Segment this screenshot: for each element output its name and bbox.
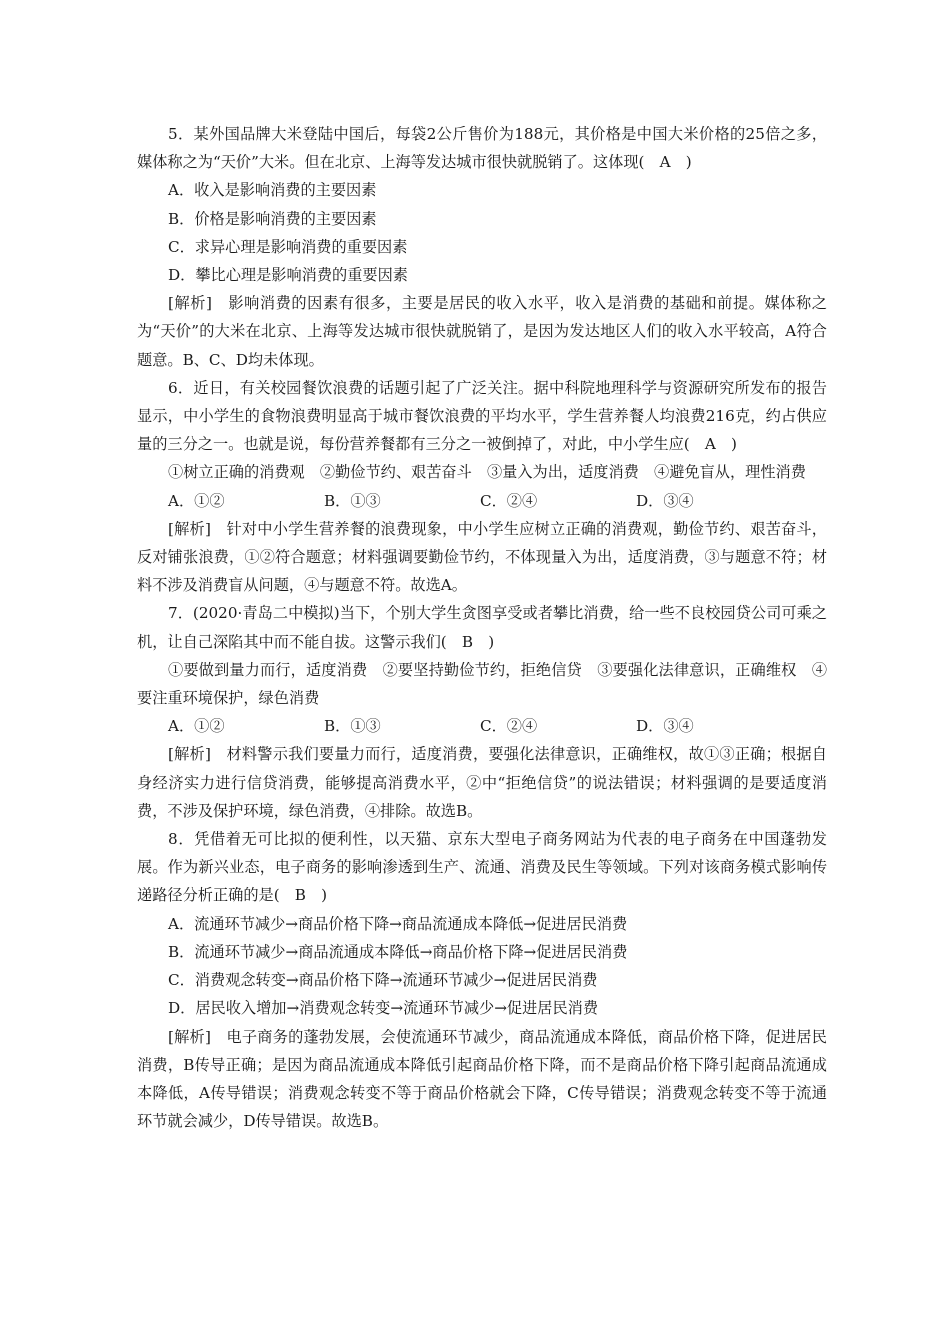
question-stem: 5．某外国品牌大米登陆中国后，每袋2公斤售价为188元，其价格是中国大米价格的25倍之多，媒体称之为“天价”大米。但在北京、上海等发达城市很快就脱销了。这体现( A )	[137, 125, 827, 172]
option-a: A．流通环节减少→商品价格下降→商品流通成本降低→促进居民消费	[168, 914, 628, 933]
option-d: D．居民收入增加→消费观念转变→流通环节减少→促进居民消费	[168, 999, 599, 1018]
question-stem: 6．近日，有关校园餐饮浪费的话题引起了广泛关注。据中科院地理科学与资源研究所发布的报告显示，中小学生的食物浪费明显高于城市餐饮浪费的平均水平，学生营养餐人均浪费216克，约占供应量的三分之一。也就是说，每份营养餐都有三分之一被倒掉了，对此，中小学生应( A )	[137, 378, 827, 454]
option-a: A．收入是影响消费的主要因素	[168, 181, 377, 200]
option-b: B．价格是影响消费的主要因素	[168, 209, 377, 228]
option-c: C．求异心理是影响消费的重要因素	[168, 237, 408, 256]
option-b: B．①③	[324, 491, 381, 510]
statement-list: ①树立正确的消费观 ②勤俭节约、艰苦奋斗 ③量入为出，适度消费 ④避免盲从，理性消费	[168, 463, 806, 482]
option-b: B．①③	[324, 717, 381, 736]
document-body	[137, 120, 827, 1135]
option-d: D．③④	[636, 717, 694, 736]
question-6	[137, 374, 827, 600]
option-row	[137, 712, 827, 740]
option-d: D．攀比心理是影响消费的重要因素	[168, 266, 408, 285]
option-b: B．流通环节减少→商品流通成本降低→商品价格下降→促进居民消费	[168, 942, 628, 961]
question-stem: 8．凭借着无可比拟的便利性，以天猫、京东大型电子商务网站为代表的电子商务在中国蓬勃发展。作为新兴业态，电子商务的影响渗透到生产、流通、消费及民生等领域。下列对该商务模式影响传递路径分析正确的是( B )	[137, 830, 827, 905]
option-c: C．②④	[480, 491, 538, 510]
option-a: A．①②	[168, 717, 225, 736]
option-d: D．③④	[636, 491, 694, 510]
option-a: A．①②	[168, 491, 225, 510]
question-8	[137, 825, 827, 1135]
analysis: [解析] 影响消费的因素有很多，主要是居民的收入水平，收入是消费的基础和前提。媒体称之为“天价”的大米在北京、上海等发达城市很快就脱销了，是因为发达地区人们的收入水平较高，A符合题意。B、C、D均未体现。	[137, 294, 827, 369]
question-stem: 7．(2020·青岛二中模拟)当下，个别大学生贪图享受或者攀比消费，给一些不良校园贷公司可乘之机，让自己深陷其中而不能自拔。这警示我们( B )	[137, 604, 827, 651]
option-row	[137, 487, 827, 515]
option-c: C．消费观念转变→商品价格下降→流通环节减少→促进居民消费	[168, 971, 598, 990]
question-5	[137, 120, 827, 374]
analysis: [解析] 电子商务的蓬勃发展，会使流通环节减少，商品流通成本降低，商品价格下降，促进居民消费，B传导正确；是因为商品流通成本降低引起商品价格下降，而不是商品价格下降引起商品流通成本降低，A传导错误；消费观念转变不等于商品价格就会下降，C传导错误；消费观念转变不等于流通环节就会减少，D传导错误。故选B。	[137, 1027, 827, 1131]
option-c: C．②④	[480, 717, 538, 736]
question-7	[137, 599, 827, 825]
statement-list: ①要做到量力而行，适度消费 ②要坚持勤俭节约，拒绝信贷 ③要强化法律意识，正确维权 ④要注重环境保护，绿色消费	[137, 660, 827, 708]
analysis: [解析] 材料警示我们要量力而行，适度消费，要强化法律意识，正确维权，故①③正确；根据自身经济实力进行信贷消费，能够提高消费水平，②中“拒绝信贷”的说法错误；材料强调的是要适度消费，不涉及保护环境，绿色消费，④排除。故选B。	[137, 745, 827, 820]
analysis: [解析] 针对中小学生营养餐的浪费现象，中小学生应树立正确的消费观，勤俭节约、艰苦奋斗，反对铺张浪费，①②符合题意；材料强调要勤俭节约，不体现量入为出，适度消费，③与题意不符；材料不涉及消费盲从问题，④与题意不符。故选A。	[137, 519, 827, 595]
